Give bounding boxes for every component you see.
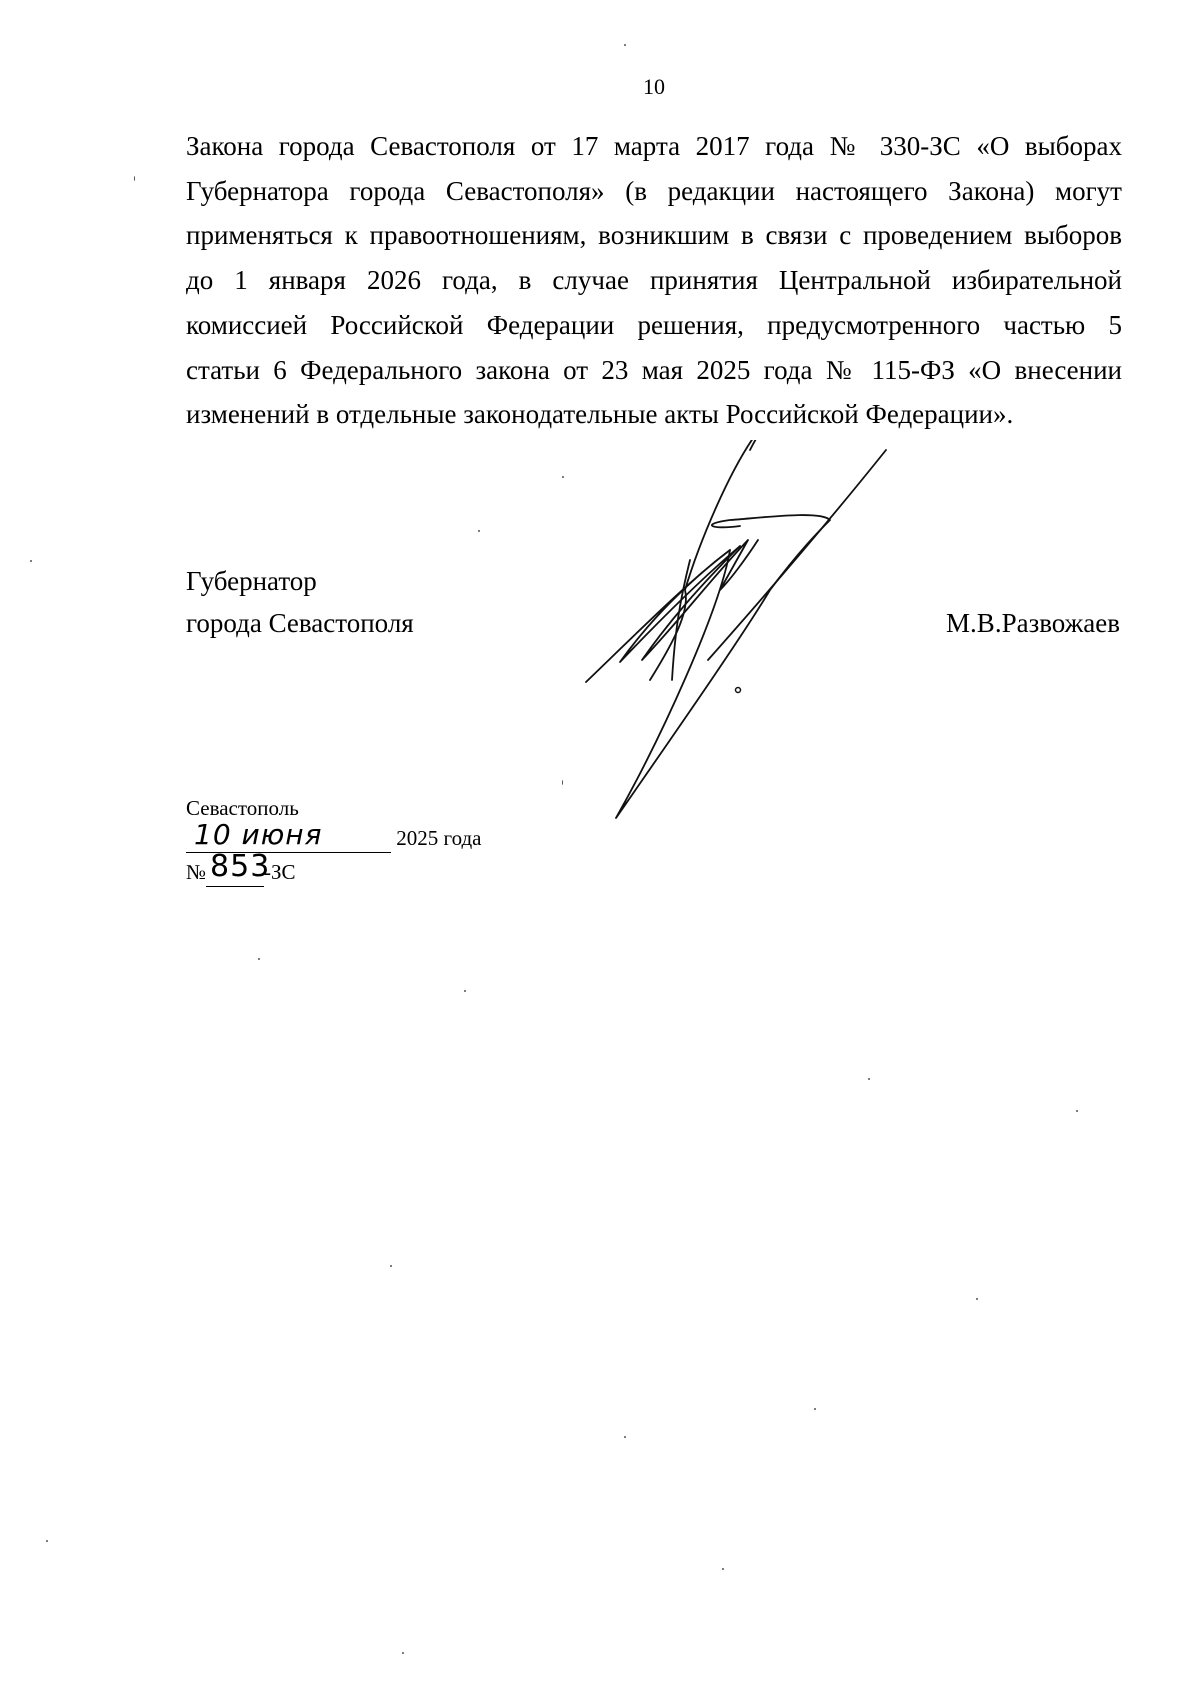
paragraph-line: изменений в отдельные законодательные акты Российской Федерации». — [186, 399, 1014, 430]
page-number: 10 — [643, 74, 665, 99]
scan-speck — [814, 1408, 816, 1410]
issue-city: Севастополь — [186, 796, 299, 820]
paragraph-line: до 1 января 2026 года, в случае принятия Центральной избирательной — [186, 265, 1122, 296]
paragraph-line: комиссией Российской Федерации решения, предусмотренного частью 5 — [186, 309, 1122, 340]
scan-speck — [46, 1540, 48, 1542]
scan-speck — [258, 958, 260, 960]
scan-speck — [390, 1265, 392, 1267]
scan-speck — [562, 476, 564, 478]
handwritten-signature — [580, 440, 900, 830]
scan-speck — [976, 1298, 978, 1300]
scan-speck — [402, 1652, 404, 1654]
paragraph-line: Губернатора города Севастополя» (в редакции настоящего Закона) могут — [186, 175, 1122, 206]
scan-speck — [478, 530, 480, 532]
scan-speck — [464, 990, 466, 992]
signatory-title — [186, 560, 414, 644]
scan-speck — [624, 44, 626, 46]
issue-year: 2025 года — [396, 826, 482, 850]
scan-speck — [30, 560, 32, 562]
scan-speck — [1076, 1110, 1078, 1112]
scan-speck — [868, 1078, 870, 1080]
law-paragraph — [186, 124, 1122, 437]
paragraph-line: Закона города Севастополя от 17 марта 2017 года № 330-ЗС «О выборах — [186, 131, 1122, 161]
signatory-name: М.В.Развожаев — [946, 608, 1120, 638]
signatory-title-line: Губернатор — [186, 566, 317, 596]
number-prefix: № — [186, 860, 207, 884]
number-suffix: -ЗС — [264, 860, 296, 884]
scan-speck — [134, 176, 135, 181]
number-blank — [206, 849, 271, 887]
paragraph-line: применяться к правоотношениям, возникшим в связи с проведением выборов — [186, 220, 1122, 251]
issue-number — [186, 849, 482, 891]
paragraph-line: статьи 6 Федерального закона от 23 мая 2025 года № 115-ФЗ «О внесении — [186, 354, 1122, 385]
scan-speck — [562, 780, 563, 785]
signatory-title-line: города Севастополя — [186, 608, 414, 638]
handwritten-number: 853 — [210, 849, 271, 884]
scan-speck — [722, 1568, 724, 1570]
scan-speck — [624, 1436, 626, 1438]
place-date-number-block — [186, 793, 482, 891]
handwritten-date: 10 июня — [194, 818, 323, 851]
